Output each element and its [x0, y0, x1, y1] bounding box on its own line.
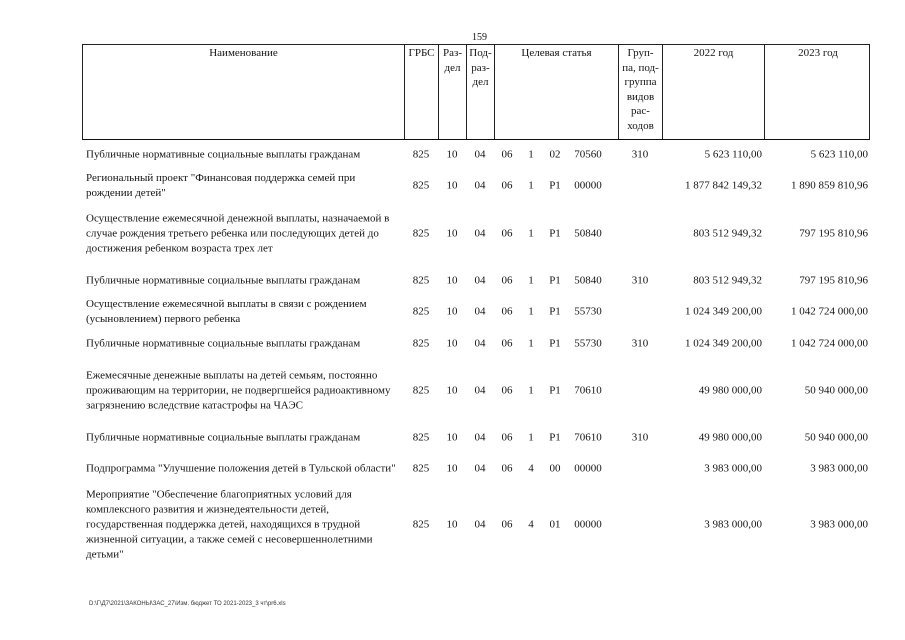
- cell-t4: 70560: [574, 148, 602, 161]
- cell-pr: 04: [474, 227, 486, 240]
- cell-grbs: 825: [412, 227, 430, 240]
- cell-rz: 10: [446, 148, 458, 161]
- amount-2022: 3 983 000,00: [704, 462, 762, 475]
- header-name: Наименование: [83, 45, 405, 139]
- table-row: [82, 146, 870, 164]
- cell-pr: 04: [474, 431, 486, 444]
- cell-t2: 1: [528, 337, 534, 350]
- cell-rz: 10: [446, 337, 458, 350]
- cell-grbs: 825: [412, 179, 430, 192]
- amount-2023: 1 042 724 000,00: [791, 305, 868, 318]
- cell-vr: 310: [631, 148, 649, 161]
- row-name: Подпрограмма "Улучшение положения детей в Тульской области": [86, 462, 396, 475]
- header-2022: 2022 год: [663, 45, 765, 139]
- cell-t1: 06: [501, 518, 513, 531]
- amount-2022: 49 980 000,00: [698, 431, 762, 444]
- cell-grbs: 825: [412, 462, 430, 475]
- cell-t3: Р1: [549, 384, 561, 397]
- amount-2023: 50 940 000,00: [804, 384, 868, 397]
- cell-grbs: 825: [412, 305, 430, 318]
- cell-t2: 4: [528, 518, 534, 531]
- cell-t1: 06: [501, 148, 513, 161]
- cell-pr: 04: [474, 337, 486, 350]
- cell-pr: 04: [474, 518, 486, 531]
- cell-t4: 50840: [574, 274, 602, 287]
- amount-2023: 3 983 000,00: [810, 462, 868, 475]
- amount-2023: 1 890 859 810,96: [791, 179, 868, 192]
- cell-t1: 06: [501, 179, 513, 192]
- cell-pr: 04: [474, 462, 486, 475]
- cell-t4: 00000: [574, 179, 602, 192]
- header-grbs: ГРБС: [405, 45, 439, 139]
- cell-rz: 10: [446, 431, 458, 444]
- amount-2023: 1 042 724 000,00: [791, 337, 868, 350]
- cell-t1: 06: [501, 431, 513, 444]
- table-row: [82, 428, 870, 448]
- cell-rz: 10: [446, 462, 458, 475]
- cell-t1: 06: [501, 274, 513, 287]
- row-name: Региональный проект "Финансовая поддержка семей при рождении детей": [86, 172, 356, 199]
- cell-t4: 55730: [574, 337, 602, 350]
- amount-2022: 3 983 000,00: [704, 518, 762, 531]
- cell-t2: 1: [528, 148, 534, 161]
- cell-t3: 01: [549, 518, 561, 531]
- cell-t2: 4: [528, 462, 534, 475]
- cell-t3: Р1: [549, 274, 561, 287]
- cell-rz: 10: [446, 274, 458, 287]
- header-podrazdel: Под- раз- дел: [467, 45, 495, 139]
- cell-pr: 04: [474, 148, 486, 161]
- cell-rz: 10: [446, 518, 458, 531]
- cell-t3: 02: [549, 148, 561, 161]
- amount-2023: 5 623 110,00: [810, 148, 868, 161]
- cell-grbs: 825: [412, 431, 430, 444]
- cell-vr: 310: [631, 337, 649, 350]
- cell-pr: 04: [474, 305, 486, 318]
- amount-2023: 797 195 810,96: [799, 274, 868, 287]
- cell-grbs: 825: [412, 337, 430, 350]
- row-name: Публичные нормативные социальные выплаты гражданам: [86, 431, 361, 444]
- cell-t4: 55730: [574, 305, 602, 318]
- row-name: Публичные нормативные социальные выплаты гражданам: [86, 274, 361, 287]
- cell-grbs: 825: [412, 148, 430, 161]
- cell-rz: 10: [446, 384, 458, 397]
- cell-t4: 70610: [574, 431, 602, 444]
- cell-t4: 00000: [574, 518, 602, 531]
- amount-2022: 1 024 349 200,00: [685, 337, 762, 350]
- header-expense-group: Груп- па, под- группа видов рас- ходов: [619, 45, 663, 139]
- cell-grbs: 825: [412, 518, 430, 531]
- table-row: [82, 203, 870, 265]
- cell-t3: Р1: [549, 431, 561, 444]
- row-name: Публичные нормативные социальные выплаты гражданам: [86, 337, 361, 350]
- cell-t1: 06: [501, 462, 513, 475]
- table-row: [82, 486, 870, 564]
- row-name: Осуществление ежемесячной выплаты в связи с рождением (усыновлением) первого ребенка: [86, 298, 367, 325]
- amount-2022: 1 877 842 149,32: [685, 179, 762, 192]
- table-row: [82, 453, 870, 485]
- cell-t3: Р1: [549, 305, 561, 318]
- row-name: Осуществление ежемесячной денежной выплаты, назначаемой в случае рождения третьего ребенка или последующих детей до достижения ребенком возраста трех лет: [86, 212, 390, 255]
- header-target-article: Целевая статья: [495, 45, 619, 139]
- cell-t2: 1: [528, 179, 534, 192]
- cell-t1: 06: [501, 227, 513, 240]
- amount-2023: 3 983 000,00: [810, 518, 868, 531]
- cell-pr: 04: [474, 274, 486, 287]
- amount-2022: 1 024 349 200,00: [685, 305, 762, 318]
- cell-t2: 1: [528, 274, 534, 287]
- amount-2023: 50 940 000,00: [804, 431, 868, 444]
- cell-t4: 50840: [574, 227, 602, 240]
- amount-2022: 5 623 110,00: [704, 148, 762, 161]
- row-name: Публичные нормативные социальные выплаты гражданам: [86, 148, 361, 161]
- cell-t3: Р1: [549, 179, 561, 192]
- cell-t2: 1: [528, 431, 534, 444]
- cell-t1: 06: [501, 337, 513, 350]
- cell-rz: 10: [446, 179, 458, 192]
- amount-2022: 49 980 000,00: [698, 384, 762, 397]
- cell-t4: 70610: [574, 384, 602, 397]
- cell-vr: 310: [631, 431, 649, 444]
- amount-2023: 797 195 810,96: [799, 227, 868, 240]
- row-name: Ежемесячные денежные выплаты на детей семьям, постоянно проживающим на территории, не подвергшейся радиоактивному загрязнению вследствие катастрофы на ЧАЭС: [86, 369, 391, 412]
- cell-pr: 04: [474, 384, 486, 397]
- cell-t1: 06: [501, 384, 513, 397]
- header-2023: 2023 год: [798, 47, 838, 59]
- cell-t3: Р1: [549, 337, 561, 350]
- cell-rz: 10: [446, 305, 458, 318]
- table-row: [82, 271, 870, 291]
- page-number: 159: [472, 32, 487, 43]
- cell-t3: Р1: [549, 227, 561, 240]
- cell-pr: 04: [474, 179, 486, 192]
- cell-t2: 1: [528, 227, 534, 240]
- cell-t1: 06: [501, 305, 513, 318]
- file-path-footer: D:\Г\Д7\2021\ЗАКОНЫ\ЗАС_27\Изм. бюджет ТО 2021-2023_3 чт\pr6.xls: [89, 601, 286, 607]
- cell-t2: 1: [528, 305, 534, 318]
- cell-t2: 1: [528, 384, 534, 397]
- header-razdel: Раз- дел: [439, 45, 467, 139]
- cell-t3: 00: [549, 462, 561, 475]
- table-row: [82, 296, 870, 328]
- table-row: [82, 170, 870, 202]
- cell-grbs: 825: [412, 274, 430, 287]
- cell-grbs: 825: [412, 384, 430, 397]
- table-row: [82, 360, 870, 422]
- amount-2022: 803 512 949,32: [693, 274, 762, 287]
- cell-rz: 10: [446, 227, 458, 240]
- cell-vr: 310: [631, 274, 649, 287]
- row-name: Мероприятие "Обеспечение благоприятных условий для комплексного развития и жизнедеятельности детей, государственная поддержка детей, находящихся в трудной жизненной ситуации, а также семей с несовершеннолетними детьми": [86, 488, 373, 561]
- cell-t4: 00000: [574, 462, 602, 475]
- table-header: [82, 44, 870, 140]
- table-row: [82, 334, 870, 354]
- amount-2022: 803 512 949,32: [693, 227, 762, 240]
